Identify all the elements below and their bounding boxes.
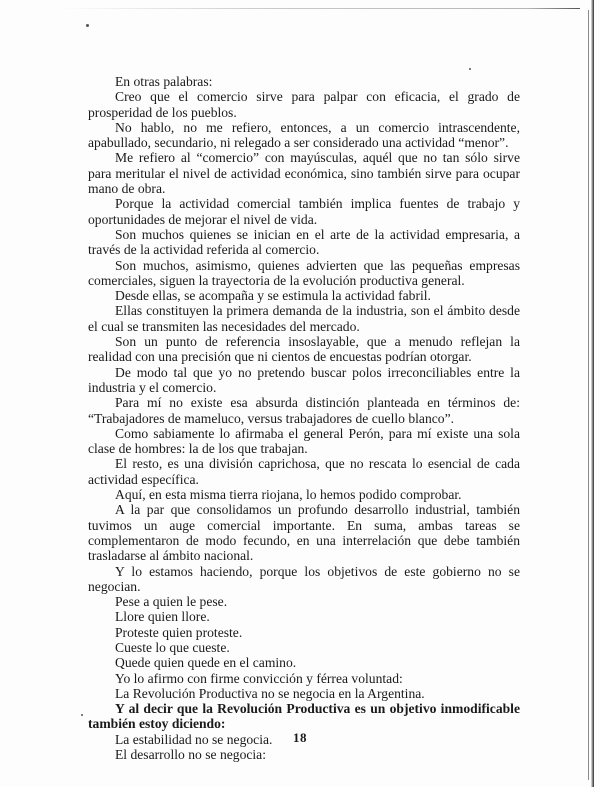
paragraph: Llore quien llore. [115,609,210,625]
paragraph: Son muchos quienes se inician en el arte de la actividad empresaria, a través de la actividad referida al comercio. [88,226,520,258]
scan-binding-edge [591,0,594,787]
paragraph: Y lo estamos haciendo, porque los objetivos de este gobierno no se negocian. [88,563,520,594]
scan-top-edge [60,8,580,9]
paragraph: Ellas constituyen la primera demanda de la industria, son el ámbito desde el cual se transmiten las necesidades del mercado. [88,303,520,334]
paragraph: Cueste lo que cueste. [115,639,230,655]
scan-speck [81,714,83,716]
paragraph: Me refiero al “comercio” con mayúsculas, aquél que no tan sólo sirve para meritular el nivel de actividad económica, sino también sirve para ocupar mano de obra. [88,150,520,197]
paragraph: Y al decir que la Revolución Productiva es un objetivo inmodificable también estoy diciendo: [88,701,520,732]
body-text [88,74,520,762]
paragraph: Quede quien quede en el camino. [115,655,297,671]
paragraph: No hablo, no me refiero, entonces, a un comercio intrascendente, apabullado, secundario, ni relegado a ser considerado una actividad “menor”. [88,119,520,151]
paragraph: Desde ellas, se acompaña y se estimula la actividad fabril. [115,288,431,304]
paragraph: Yo lo afirmo con firme convicción y férrea voluntad: [115,670,403,686]
paragraph: A la par que consolidamos un profundo desarrollo industrial, también tuvimos un auge comercial importante. En suma, ambas tareas se complementaron de modo fecundo, en una interrelación que debe también trasladarse al ámbito nacional. [88,502,520,564]
paragraph: Son un punto de referencia insoslayable, que a menudo reflejan la realidad con una precisión que ni cientos de encuestas podrían otorgar. [88,334,520,365]
paragraph: De modo tal que yo no pretendo buscar polos irreconciliables entre la industria y el comercio. [88,364,520,395]
paragraph: Para mí no existe esa absurda distinción planteada en términos de: “Trabajadores de mameluco, versus trabajadores de cuello blanco”. [88,395,520,426]
scan-binding-line [588,10,589,780]
paragraph: Porque la actividad comercial también implica fuentes de trabajo y oportunidades de mejorar el nivel de vida. [88,196,520,227]
paragraph: El resto, es una división caprichosa, que no rescata lo esencial de cada actividad específica. [88,456,520,487]
paragraph: En otras palabras: [115,74,213,89]
paragraph: Como sabiamente lo afirmaba el general Perón, para mí existe una sola clase de hombres: la de los que trabajan. [88,425,520,457]
scan-speck [469,68,471,70]
paragraph: La Revolución Productiva no se negocia en la Argentina. [115,685,425,701]
page-number: 18 [293,730,307,745]
paragraph: El desarrollo no se negocia: [115,747,266,763]
scan-speck [86,24,89,27]
paragraph: La estabilidad no se negocia. [115,731,273,747]
paragraph: Creo que el comercio sirve para palpar con eficacia, el grado de prosperidad de los pueblos. [88,89,520,120]
paragraph: Pese a quien le pese. [115,594,228,610]
paragraph: Aquí, en esta misma tierra riojana, lo hemos podido comprobar. [115,487,462,503]
paragraph: Son muchos, asimismo, quienes advierten que las pequeñas empresas comerciales, siguen la trayectoria de la evolución productiva general. [88,257,520,288]
paragraph: Proteste quien proteste. [115,624,243,640]
